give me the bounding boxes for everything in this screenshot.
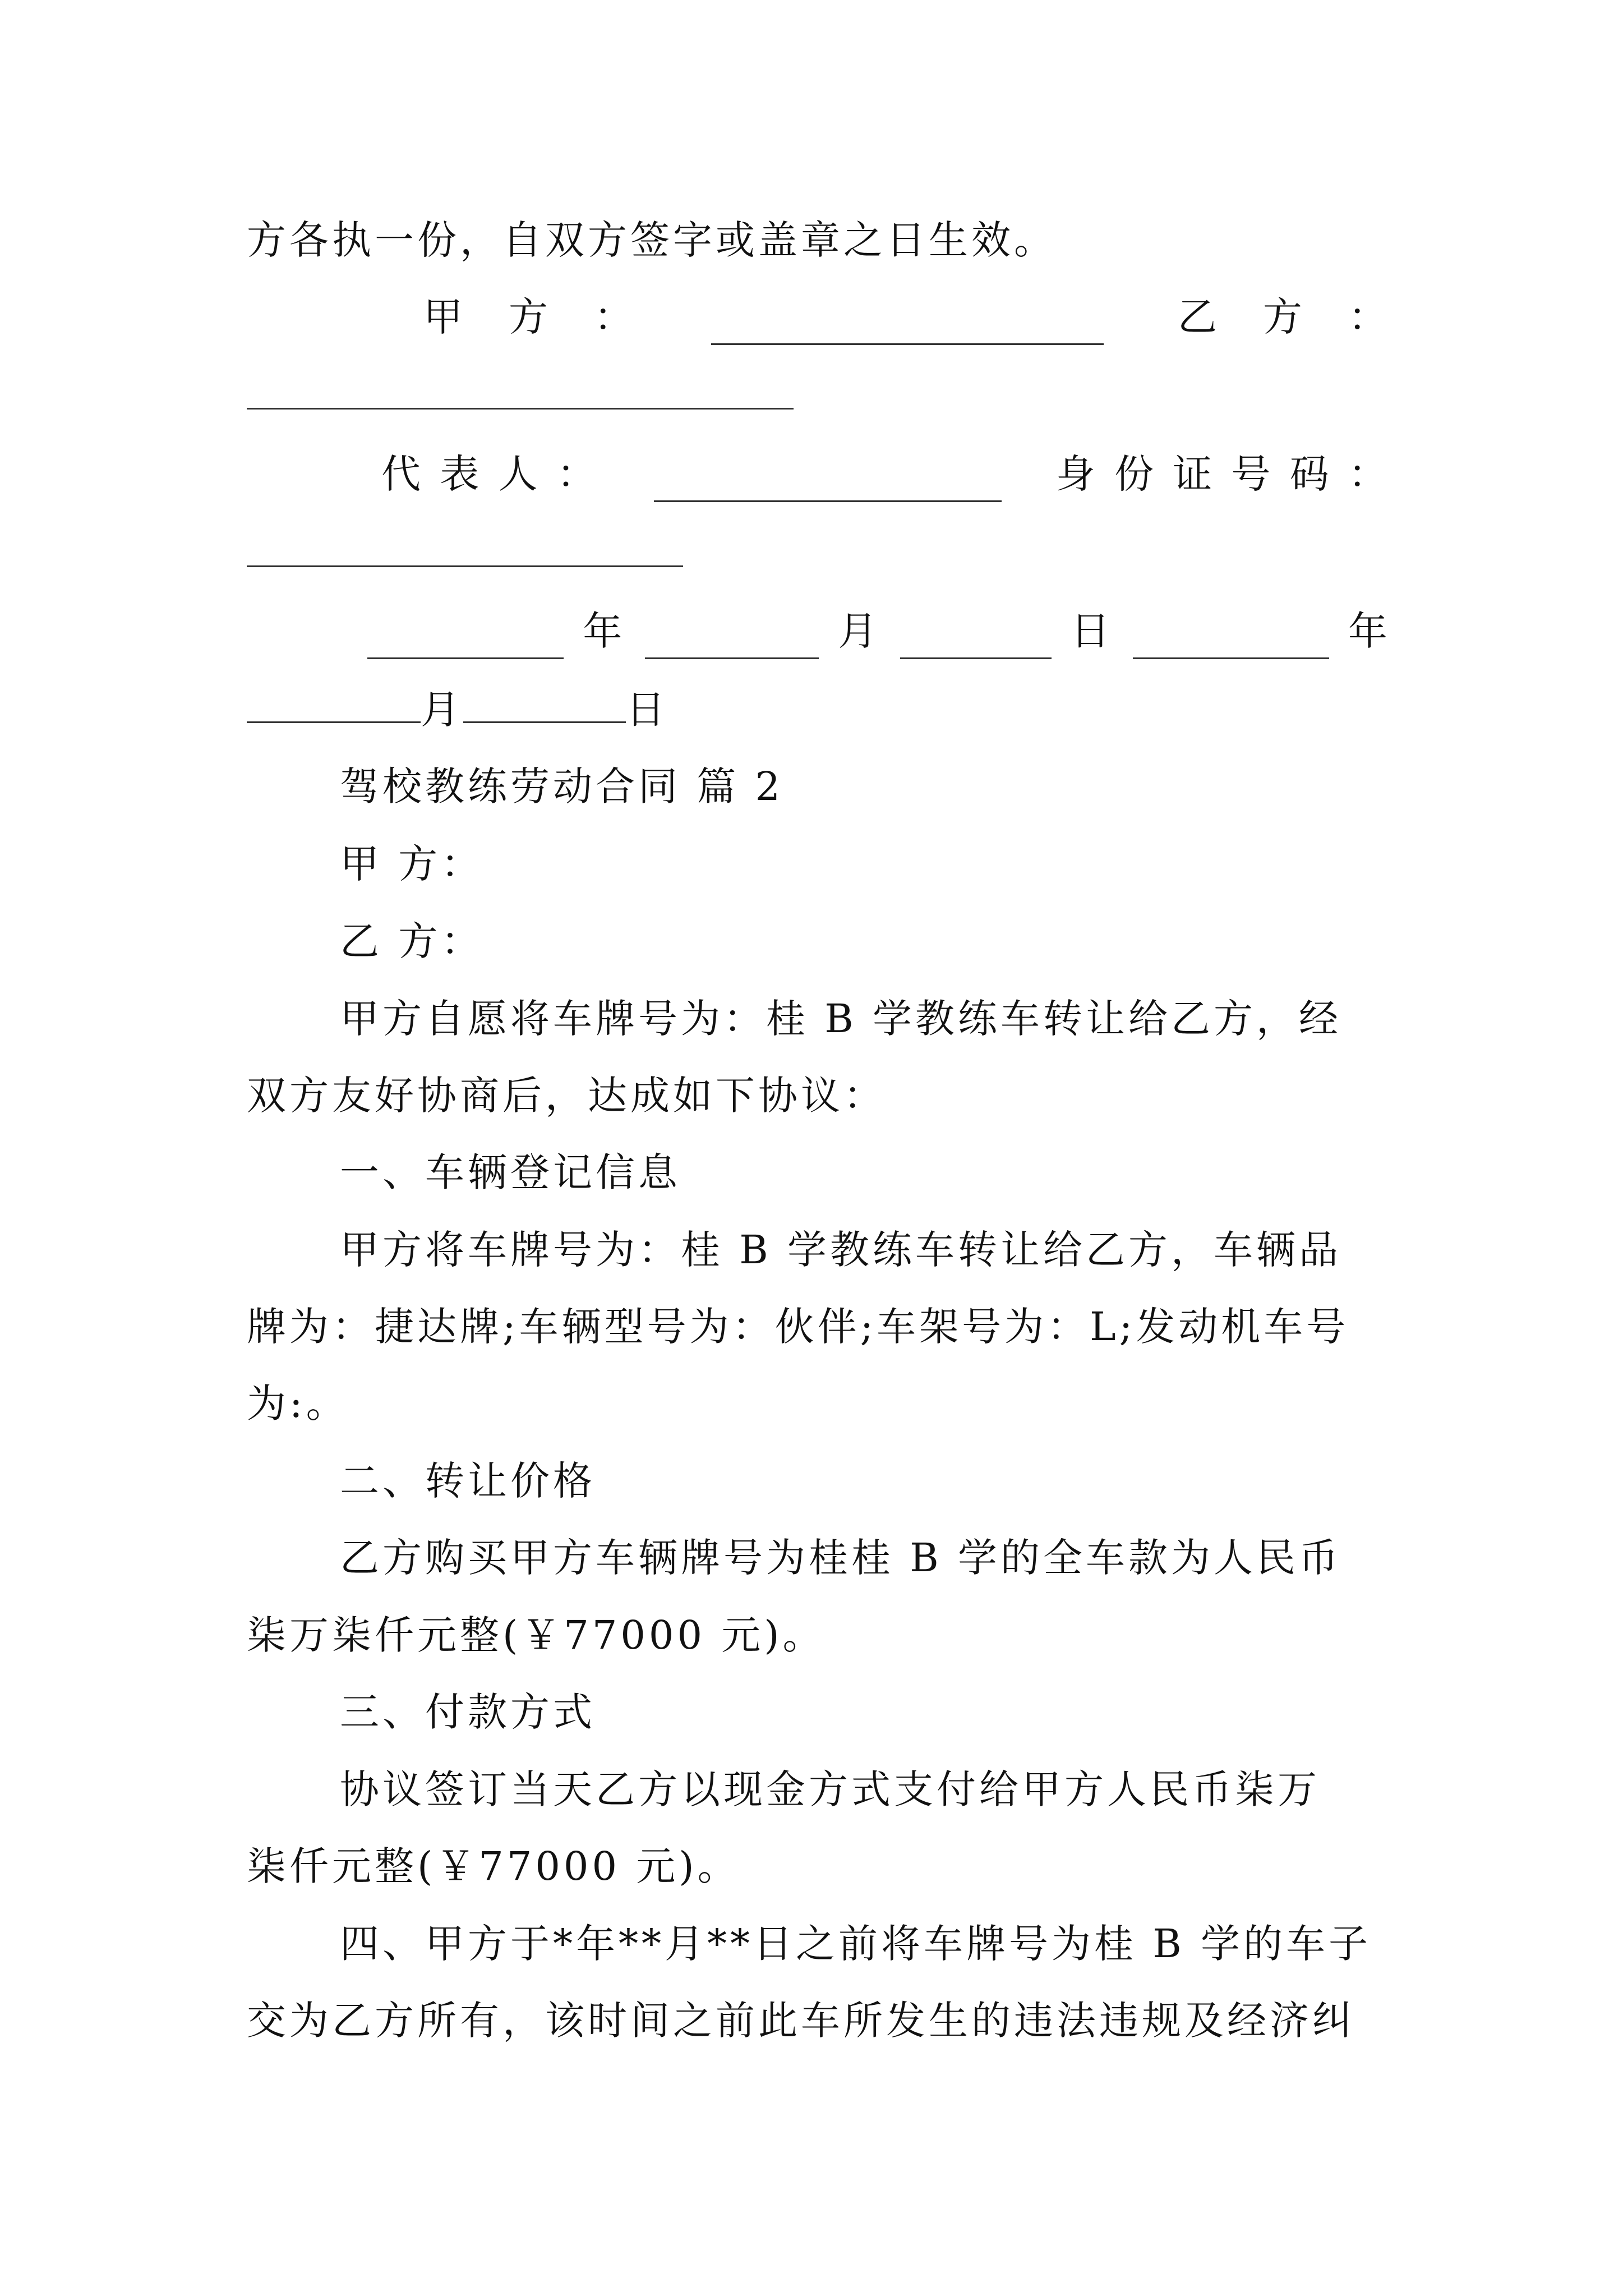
year-blank-a[interactable] xyxy=(367,618,564,659)
paragraph-line: 乙方购买甲方车辆牌号为桂桂 B 学的全车款为人民币 xyxy=(340,1535,1341,1581)
paragraph-line: 为:。 xyxy=(247,1381,349,1427)
paragraph-line: 四、甲方于*年**月**日之前将车牌号为桂 B 学的车子 xyxy=(340,1921,1371,1967)
party-a-blank[interactable] xyxy=(711,304,1104,345)
month-blank-a[interactable] xyxy=(645,618,819,659)
closing-line: 方各执一份，自双方签字或盖章之日生效。 xyxy=(247,217,1057,263)
year-label-b: 年 xyxy=(1348,608,1391,654)
paragraph-line: 甲方将车牌号为：桂 B 学教练车转让给乙方，车辆品 xyxy=(340,1227,1341,1273)
paragraph-line: 双方友好协商后，达成如下协议： xyxy=(247,1073,886,1119)
id-number-label: 身 份 证 号 码 ： xyxy=(1055,451,1391,497)
day-label-a: 日 xyxy=(1071,608,1114,654)
clause-heading: 一、车辆登记信息 xyxy=(340,1149,681,1195)
paragraph-line: 牌为：捷达牌;车辆型号为：伙伴;车架号为：L;发动机车号 xyxy=(247,1304,1349,1350)
party-b-line: 乙 方： xyxy=(340,918,484,964)
month-blank-b[interactable] xyxy=(247,682,421,723)
party-a-line: 甲 方： xyxy=(340,841,484,887)
day-blank-b[interactable] xyxy=(463,682,626,723)
section-title: 驾校教练劳动合同 篇 2 xyxy=(340,763,784,809)
day-label-b: 日 xyxy=(626,687,668,733)
id-number-blank[interactable] xyxy=(247,565,683,567)
date-row xyxy=(367,603,1391,659)
year-blank-b[interactable] xyxy=(1133,618,1329,659)
clause-heading: 三、付款方式 xyxy=(340,1689,596,1735)
paragraph-line: 协议签订当天乙方以现金方式支付给甲方人民币柒万 xyxy=(340,1766,1320,1812)
representative-label: 代 表 人 ： xyxy=(381,451,600,497)
party-a-label: 甲 方 ： xyxy=(423,294,637,340)
day-blank-a[interactable] xyxy=(900,618,1052,659)
paragraph-line: 交为乙方所有，该时间之前此车所发生的违法违规及经济纠 xyxy=(247,1998,1355,2044)
paragraph-line: 柒万柒仟元整(￥77000 元)。 xyxy=(247,1612,826,1658)
representative-blank[interactable] xyxy=(654,461,1002,502)
party-b-label: 乙 方 ： xyxy=(1178,294,1391,340)
clause-heading: 二、转让价格 xyxy=(340,1458,596,1504)
month-label-b: 月 xyxy=(421,687,463,733)
signature-rep-row xyxy=(381,446,1391,502)
party-b-blank[interactable] xyxy=(247,408,794,409)
paragraph-line: 柒仟元整(￥77000 元)。 xyxy=(247,1843,740,1889)
month-label-a: 月 xyxy=(838,608,881,654)
signature-party-row xyxy=(423,289,1391,345)
paragraph-line: 甲方自愿将车牌号为：桂 B 学教练车转让给乙方，经 xyxy=(340,996,1341,1042)
date-row-2 xyxy=(247,682,1391,738)
year-label-a: 年 xyxy=(583,608,626,654)
